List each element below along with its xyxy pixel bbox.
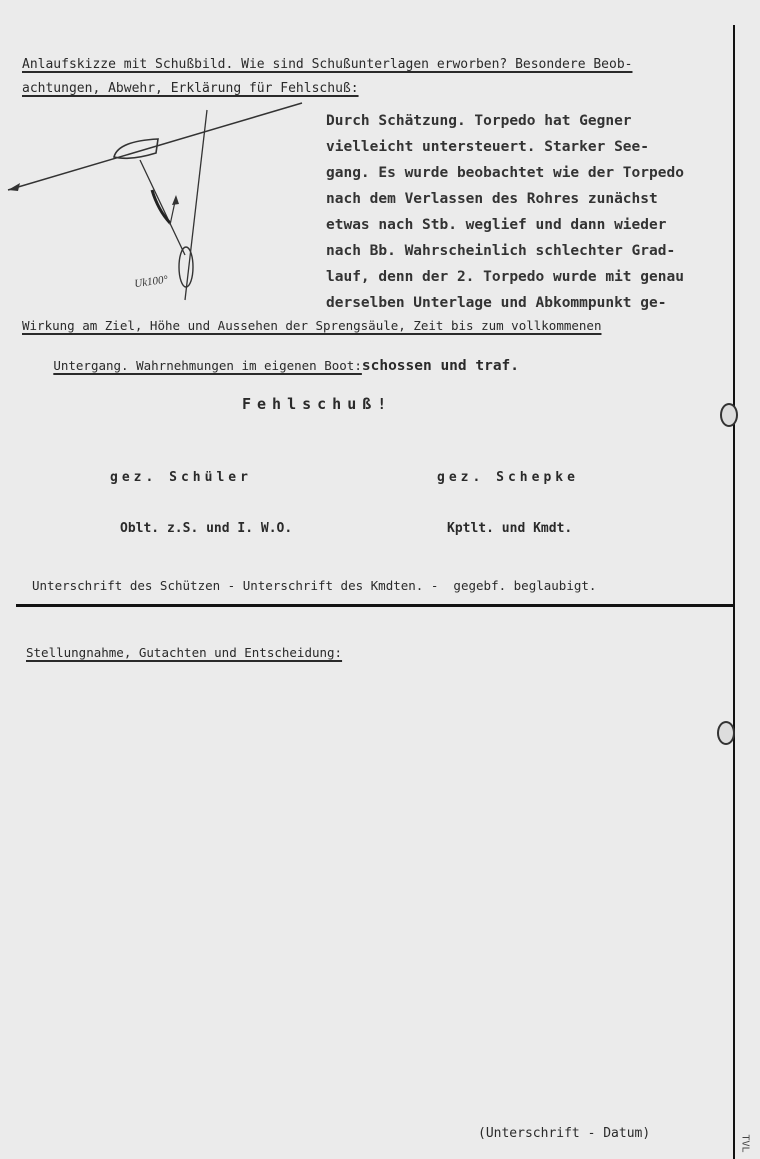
bottom-note: (Unterschrift - Datum)	[478, 1126, 651, 1141]
margin-rule	[733, 25, 735, 1159]
sketch-label: Uk100°	[133, 273, 169, 291]
torpedo-track	[140, 160, 185, 255]
section-divider	[16, 604, 735, 607]
header-line-1: Anlaufskizze mit Schußbild. Wie sind Schußunterlagen erworben? Besondere Beob-	[22, 57, 633, 72]
signature-right-name: gez. Schepke	[437, 470, 579, 485]
punch-hole-icon	[717, 721, 735, 745]
uboat-icon	[179, 247, 193, 287]
result-text: Fehlschuß!	[242, 395, 393, 413]
margin-mark: TVL	[739, 1134, 751, 1153]
signature-left-name: gez. Schüler	[110, 470, 252, 485]
effect-line-1: Wirkung am Ziel, Höhe und Aussehen der Sprengsäule, Zeit bis zum vollkommenen	[22, 318, 602, 333]
effect-continuation: schossen und traf.	[361, 358, 520, 374]
signature-left-rank: Oblt. z.S. und I. W.O.	[120, 521, 293, 536]
signature-right-rank: Kptlt. und Kmdt.	[447, 521, 573, 536]
effect-label: Untergang. Wahrnehmungen im eigenen Boot:	[53, 358, 362, 373]
arrowhead-icon	[8, 183, 20, 191]
explanation-line: vielleicht untersteuert. Starker See-	[326, 139, 650, 155]
torpedo-arrowhead-icon	[172, 195, 179, 205]
explanation-line: derselben Unterlage und Abkommpunkt ge-	[326, 295, 667, 311]
target-ship-icon	[114, 139, 158, 158]
explanation-line: nach dem Verlassen des Rohres zunächst	[326, 191, 658, 207]
explanation-line: etwas nach Stb. weglief und dann wieder	[326, 217, 667, 233]
effect-line-2	[22, 342, 519, 391]
sight-line	[185, 110, 207, 300]
torpedo-track-curve	[152, 190, 170, 223]
explanation-line: gang. Es wurde beobachtet wie der Torpedo	[326, 165, 684, 181]
section2-title: Stellungnahme, Gutachten und Entscheidung:	[26, 645, 343, 660]
explanation-line: nach Bb. Wahrscheinlich schlechter Grad-	[326, 243, 676, 259]
explanation-line: Durch Schätzung. Torpedo hat Gegner	[326, 113, 632, 129]
punch-hole-icon	[720, 403, 738, 427]
target-course-line	[8, 103, 302, 190]
explanation-line: lauf, denn der 2. Torpedo wurde mit genau	[326, 269, 684, 285]
attack-sketch	[0, 95, 310, 325]
footer-line: Unterschrift des Schützen - Unterschrift des Kmdten. - gegebf. beglaubigt.	[32, 578, 597, 593]
explanation-block	[326, 108, 684, 316]
header-line-2: achtungen, Abwehr, Erklärung für Fehlschuß:	[22, 81, 359, 96]
